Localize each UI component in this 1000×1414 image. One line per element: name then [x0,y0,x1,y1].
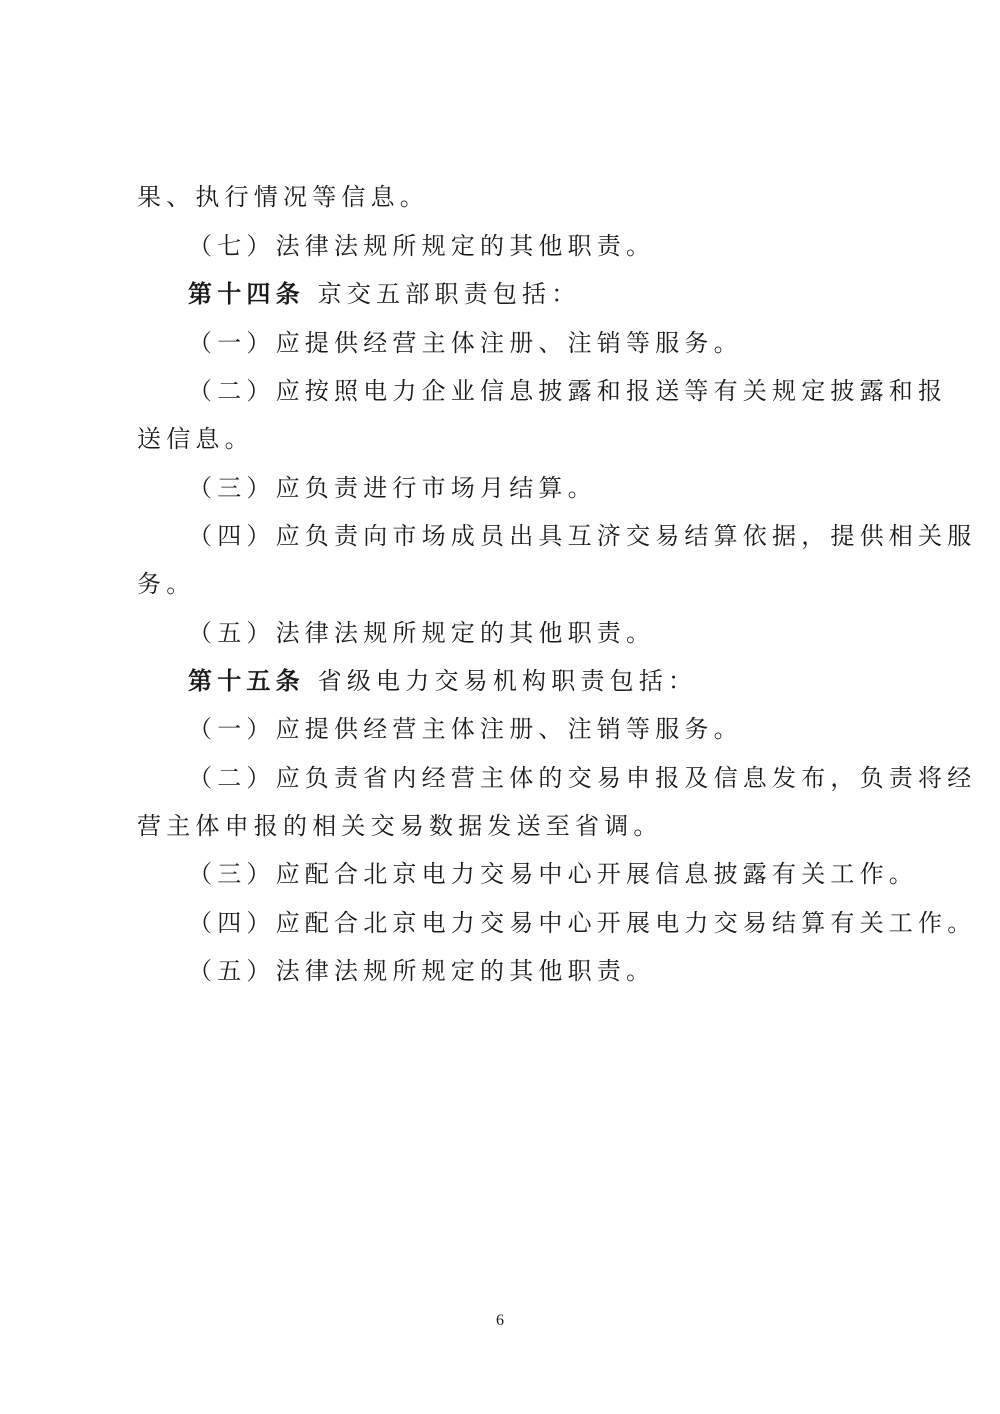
article-14-clause-4: （四）应负责向市场成员出具互济交易结算依据，提供相关服 [188,522,977,550]
article-15-clause-4: （四）应配合北京电力交易中心开展电力交易结算有关工作。 [188,909,977,937]
article-14-clause-5: （五）法律法规所规定的其他职责。 [188,619,656,647]
paragraph-continuation: 果、执行情况等信息。 [137,183,429,211]
article-14-clause-2: （二）应按照电力企业信息披露和报送等有关规定披露和报 [188,377,948,405]
article-15-clause-1: （一）应提供经营主体注册、注销等服务。 [188,715,743,743]
article-15-heading: 第十五条 [188,667,305,695]
article-14-clause-4-cont: 务。 [137,570,196,598]
article-15-clause-5: （五）法律法规所规定的其他职责。 [188,957,656,985]
article-14 [188,277,928,311]
clause-7: （七）法律法规所规定的其他职责。 [188,232,656,260]
article-14-clause-1: （一）应提供经营主体注册、注销等服务。 [188,329,743,357]
article-14-clause-3: （三）应负责进行市场月结算。 [188,474,597,502]
article-14-heading: 第十四条 [188,280,305,308]
article-15-clause-2: （二）应负责省内经营主体的交易申报及信息发布，负责将经 [188,764,977,792]
article-15-text: 省级电力交易机构职责包括： [317,667,698,695]
article-15-clause-2-cont: 营主体申报的相关交易数据发送至省调。 [137,812,663,840]
article-14-clause-2-cont: 送信息。 [137,425,254,453]
article-15 [188,664,928,698]
article-14-text: 京交五部职责包括： [317,280,581,308]
page-number: 6 [496,1312,504,1329]
article-15-clause-3: （三）应配合北京电力交易中心开展信息披露有关工作。 [188,860,918,888]
